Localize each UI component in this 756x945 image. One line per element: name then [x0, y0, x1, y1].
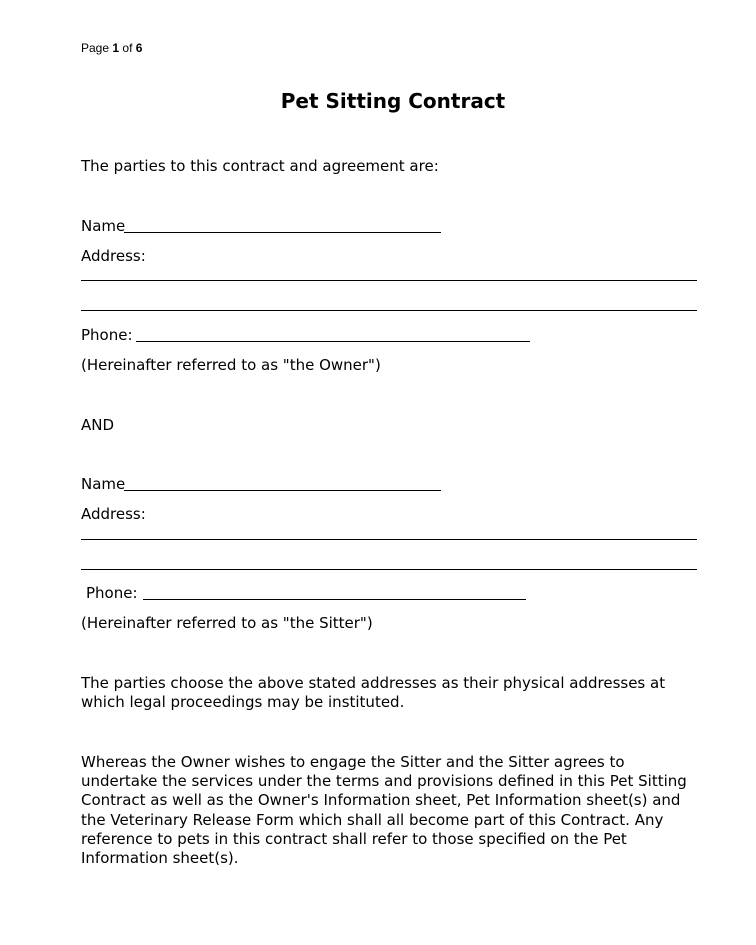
sitter-referred-text: (Hereinafter referred to as "the Sitter"): [81, 614, 373, 632]
whereas-paragraph: Whereas the Owner wishes to engage the Sitter and the Sitter agrees to undertake the services under the terms and provisions defined in this Pet Sitting Contract as well as the Owner's Information sheet, Pet Information sheet(s) and the Veterinary Release Form which shall all become part of this Contract. Any reference to pets in this contract shall refer to those specified on the Pet Information sheet(s).: [81, 753, 687, 868]
owner-referred-text: (Hereinafter referred to as "the Owner"): [81, 356, 381, 374]
sitter-name-line[interactable]: [124, 490, 441, 491]
page-label: Page: [81, 41, 110, 55]
owner-name-label: Name: [81, 217, 126, 235]
sitter-phone-label: Phone:: [86, 584, 138, 602]
page-current: 1: [112, 41, 120, 55]
sitter-address-label: Address:: [81, 505, 146, 523]
owner-address-label: Address:: [81, 247, 146, 265]
intro-text: The parties to this contract and agreement are:: [81, 157, 439, 175]
sitter-address-line-2[interactable]: [81, 569, 697, 570]
page-total: 6: [135, 41, 143, 55]
addresses-paragraph: The parties choose the above stated addresses as their physical addresses at which legal proceedings may be instituted.: [81, 674, 666, 712]
owner-name-line[interactable]: [124, 232, 441, 233]
and-text: AND: [81, 416, 115, 434]
owner-phone-line[interactable]: [136, 341, 530, 342]
sitter-name-label: Name: [81, 475, 126, 493]
page-number: [81, 41, 142, 55]
sitter-address-line-1[interactable]: [81, 539, 697, 540]
page-of: of: [122, 41, 133, 55]
sitter-phone-line[interactable]: [143, 599, 526, 600]
owner-phone-label: Phone:: [81, 326, 133, 344]
owner-address-line-1[interactable]: [81, 280, 697, 281]
owner-address-line-2[interactable]: [81, 310, 697, 311]
document-title: Pet Sitting Contract: [280, 89, 506, 113]
